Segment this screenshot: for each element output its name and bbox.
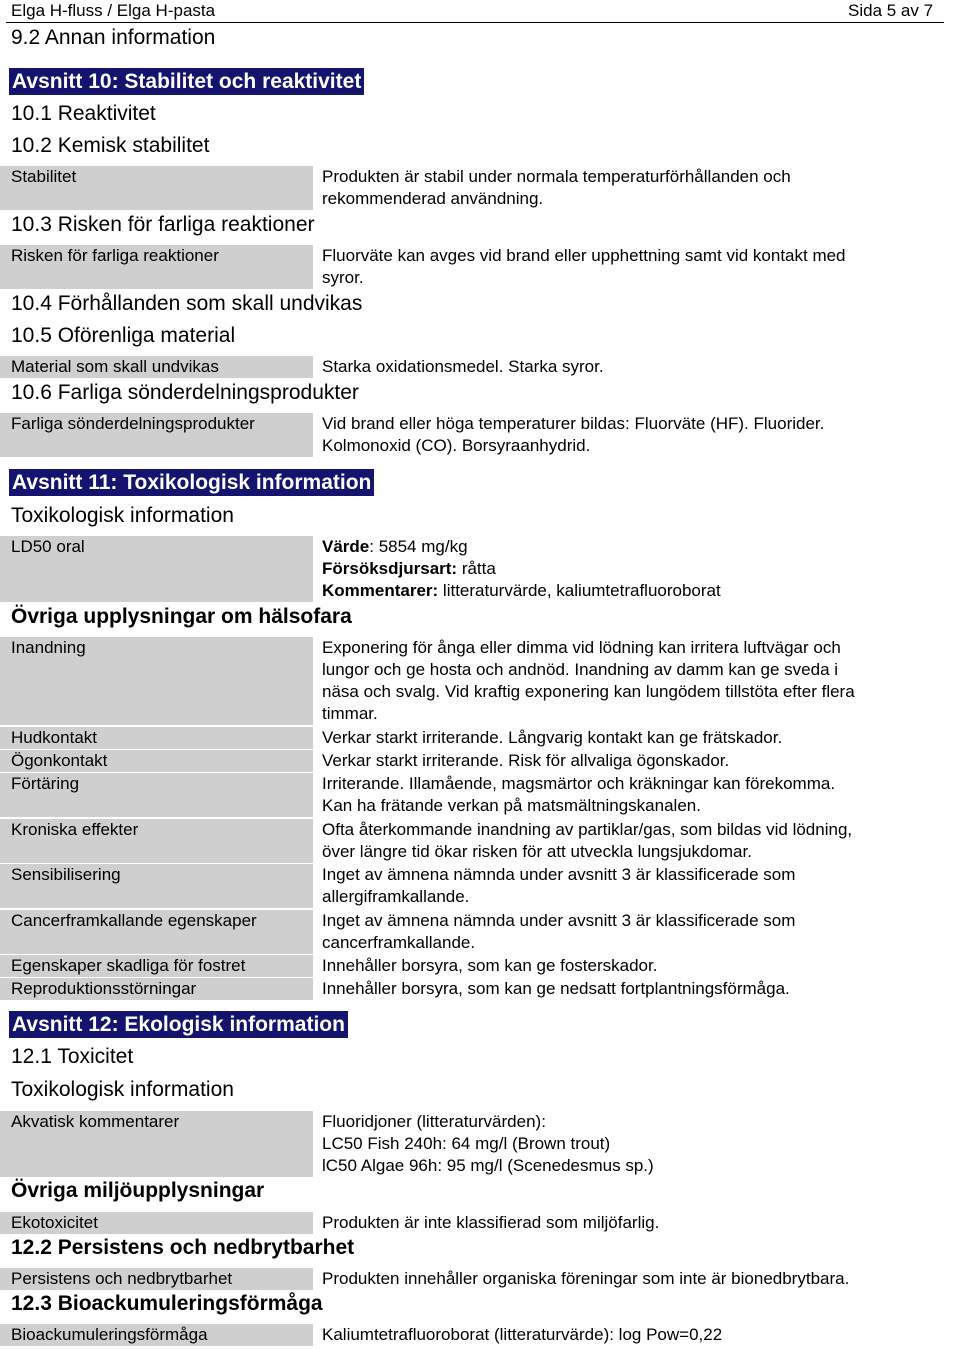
heading-10-4: 10.4 Förhållanden som skall undvikas (11, 292, 363, 315)
value-line: lungor och ge hosta och andnöd. Inandning av damm kan ge sveda i (322, 660, 839, 679)
label-material: Material som skall undvikas (0, 356, 313, 378)
value-line: LC50 Fish 240h: 64 mg/l (Brown trout) (322, 1134, 611, 1153)
heading-9-2: 9.2 Annan information (11, 26, 216, 49)
value-fortaring (322, 773, 952, 817)
heading-10-3: 10.3 Risken för farliga reaktioner (11, 213, 315, 236)
heading-toxikologisk: Toxikologisk information (11, 504, 234, 527)
label-hudkontakt: Hudkontakt (0, 727, 313, 749)
label-bio: Bioackumuleringsförmåga (0, 1324, 313, 1346)
heading-12-1: 12.1 Toxicitet (11, 1045, 134, 1068)
label-ogonkontakt: Ögonkontakt (0, 750, 313, 772)
value-line: Verkar starkt irriterande. Långvarig kontakt kan ge frätskador. (322, 728, 783, 747)
heading-10-1: 10.1 Reaktivitet (11, 102, 156, 125)
section-11-title: Avsnitt 11: Toxikologisk information (9, 469, 374, 496)
label-fostret: Egenskaper skadliga för fostret (0, 955, 313, 977)
value-stabilitet (322, 166, 952, 210)
value-line: Irriterande. Illamående, magsmärtor och kräkningar kan förekomma. (322, 774, 836, 793)
value-line: Kan ha frätande verkan på matsmältningskanalen. (322, 796, 701, 815)
value-risken (322, 245, 952, 289)
value-ekotox (322, 1212, 952, 1234)
value-sensibilisering (322, 864, 952, 908)
value-hudkontakt (322, 727, 952, 749)
value-material (322, 356, 952, 378)
value-line: Produkten är inte klassifierad som miljöfarlig. (322, 1213, 660, 1232)
ld50-forsoksdjursart: Försöksdjursart: råtta (322, 559, 496, 578)
label-ekotox: Ekotoxicitet (0, 1212, 313, 1234)
value-line: Inget av ämnena nämnda under avsnitt 3 är klassificerade som (322, 911, 796, 930)
heading-ovriga-halsofara: Övriga upplysningar om hälsofara (11, 605, 352, 628)
header-product: Elga H-fluss / Elga H-pasta (11, 1, 216, 20)
value-line: allergiframkallande. (322, 887, 470, 906)
value-line: Verkar starkt irriterande. Risk för allvaliga ögonskador. (322, 751, 730, 770)
label-stabilitet: Stabilitet (0, 166, 313, 210)
value-line: syror. (322, 268, 364, 287)
value-cancer (322, 910, 952, 954)
heading-10-6: 10.6 Farliga sönderdelningsprodukter (11, 381, 359, 404)
value-kroniska (322, 819, 952, 863)
label-cancer: Cancerframkallande egenskaper (0, 910, 313, 954)
section-10-title: Avsnitt 10: Stabilitet och reaktivitet (9, 68, 364, 95)
heading-12-2: 12.2 Persistens och nedbrytbarhet (11, 1236, 355, 1259)
heading-toxikologisk-12: Toxikologisk information (11, 1078, 234, 1101)
label-inandning: Inandning (0, 637, 313, 725)
value-line: Innehåller borsyra, som kan ge fosterskador. (322, 956, 658, 975)
value-line: timmar. (322, 704, 378, 723)
value-line: rekommenderad användning. (322, 189, 544, 208)
value-line: Produkten innehåller organiska föreningar som inte är bionedbrytbara. (322, 1269, 850, 1288)
value-bio (322, 1324, 952, 1346)
value-line: Starka oxidationsmedel. Starka syror. (322, 357, 604, 376)
value-akvatisk (322, 1111, 952, 1177)
value-line: Innehåller borsyra, som kan ge nedsatt fortplantningsförmåga. (322, 979, 790, 998)
ld50-kommentarer: Kommentarer: litteraturvärde, kaliumtetrafluoroborat (322, 581, 721, 600)
label-fortaring: Förtäring (0, 773, 313, 817)
label-repro: Reproduktionsstörningar (0, 978, 313, 1000)
label-sensibilisering: Sensibilisering (0, 864, 313, 908)
value-ogonkontakt (322, 750, 952, 772)
value-inandning (322, 637, 952, 725)
ld50-varde: Värde: 5854 mg/kg (322, 537, 468, 556)
value-line: Kaliumtetrafluoroborat (litteraturvärde): log Pow=0,22 (322, 1325, 723, 1344)
value-fostret (322, 955, 952, 977)
value-line: Ofta återkommande inandning av partiklar/gas, som bildas vid lödning, (322, 820, 853, 839)
value-line: Produkten är stabil under normala temperaturförhållanden och (322, 167, 791, 186)
value-ld50 (322, 536, 952, 602)
label-kroniska: Kroniska effekter (0, 819, 313, 863)
value-line: Vid brand eller höga temperaturer bildas: Fluorväte (HF). Fluorider. (322, 414, 825, 433)
value-line: lC50 Algae 96h: 95 mg/l (Scenedesmus sp.) (322, 1156, 654, 1175)
value-line: Fluoridjoner (litteraturvärden): (322, 1112, 546, 1131)
label-ld50: LD50 oral (0, 536, 313, 602)
value-line: över längre tid ökar risken för att utveckla lungsjukdomar. (322, 842, 752, 861)
heading-10-5: 10.5 Oförenliga material (11, 324, 236, 347)
value-line: näsa och svalg. Vid kraftig exponering kan lungödem tillstöta efter flera (322, 682, 855, 701)
value-persistens (322, 1268, 952, 1290)
label-risken: Risken för farliga reaktioner (0, 245, 313, 289)
label-persistens: Persistens och nedbrytbarhet (0, 1268, 313, 1290)
section-12-title: Avsnitt 12: Ekologisk information (9, 1011, 348, 1038)
value-line: Kolmonoxid (CO). Borsyraanhydrid. (322, 436, 591, 455)
heading-12-3: 12.3 Bioackumuleringsförmåga (11, 1292, 323, 1315)
header-page-number: Sida 5 av 7 (848, 1, 934, 20)
value-farliga (322, 413, 952, 457)
value-repro (322, 978, 952, 1000)
value-line: Exponering för ånga eller dimma vid lödning kan irritera luftvägar och (322, 638, 841, 657)
label-farliga: Farliga sönderdelningsprodukter (0, 413, 313, 457)
value-line: Inget av ämnena nämnda under avsnitt 3 är klassificerade som (322, 865, 796, 884)
header-divider (6, 22, 944, 23)
value-line: Fluorväte kan avges vid brand eller upphettning samt vid kontakt med (322, 246, 846, 265)
label-akvatisk: Akvatisk kommentarer (0, 1111, 313, 1177)
heading-ovriga-miljo: Övriga miljöupplysningar (11, 1179, 265, 1202)
heading-10-2: 10.2 Kemisk stabilitet (11, 134, 210, 157)
value-line: cancerframkallande. (322, 933, 476, 952)
